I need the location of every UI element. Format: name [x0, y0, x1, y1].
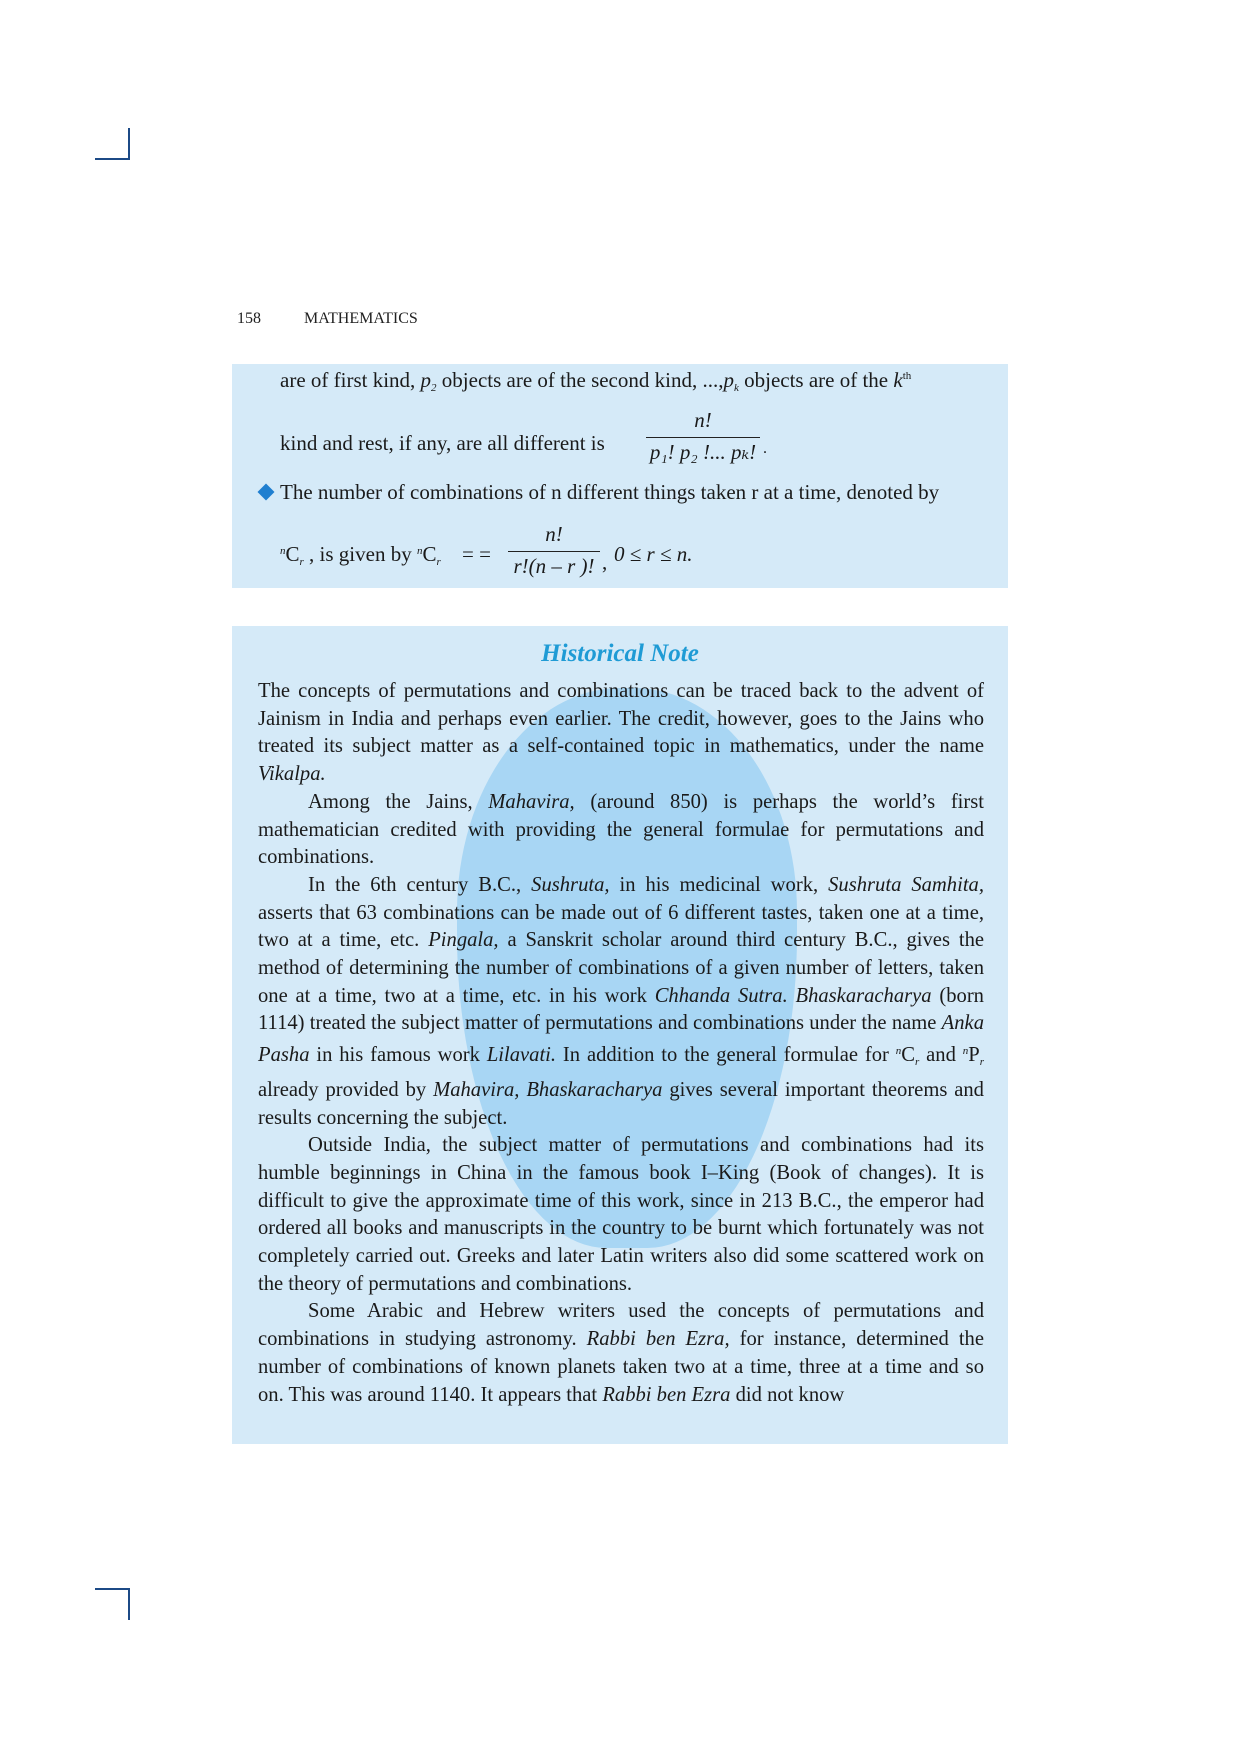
- combination-equals: = =: [462, 542, 491, 566]
- page-number: 158: [237, 310, 261, 327]
- running-header-subject: MATHEMATICS: [304, 310, 418, 327]
- bullet-text: The number of combinations of n different things taken r at a time, denoted by: [280, 480, 940, 504]
- combination-numerator: n!: [508, 522, 600, 552]
- multinomial-fraction: [646, 408, 760, 465]
- formula-box: [232, 364, 1008, 588]
- note-paragraph-2: Among the Jains, Mahavira, (around 850) is perhaps the world’s first mathematician credited with providing the general formulae for permutations and combinations.: [258, 790, 984, 869]
- bullet-diamond-icon: [258, 484, 275, 501]
- combination-comma: ,: [602, 550, 608, 574]
- note-paragraph-4: Outside India, the subject matter of permutations and combinations had its humble beginnings in China in the famous book I–King (Book of changes). It is difficult to give the approximate time of this work, since in 213 B.C., the emperor had ordered all books and manuscripts in the country to be burnt which fortunately was not completely carried out. Greeks and later Latin writers also did some scattered work on the theory of permutations and combinations.: [258, 1134, 984, 1295]
- note-paragraph-3: In the 6th century B.C., Sushruta, in his medicinal work, Sushruta Samhita, asserts that 63 combinations can be made out of 6 different tastes, taken one at a time, two at a time, etc. Pingala, a Sanskrit scholar around third century B.C., gives the method of determining the number of combinations of a given number of letters, taken one at a time, two at a time, etc. in his work Chhanda Sutra. Bhaskaracharya (born 1114) treated the subject matter of permutations and combinations under the name Anka Pasha in his famous work Lilavati. In addition to the general formulae for $^nC_r$ and $^nP_r$ already provided by Mahavira, Bhaskaracharya gives several important theorems and results concerning the subject.: [258, 873, 985, 1129]
- note-paragraph-5: Some Arabic and Hebrew writers used the concepts of permutations and combinations in studying astronomy. Rabbi ben Ezra, for instance, determined the number of combinations of known planets taken two at a time, three at a time and so on. This was around 1140. It appears that Rabbi ben Ezra did not know: [258, 1300, 984, 1406]
- historical-note-body: [258, 678, 984, 1409]
- crop-mark-bottom-vertical: [128, 1588, 130, 1620]
- historical-note-title: Historical Note: [541, 640, 699, 667]
- formula-line-2: kind and rest, if any, are all different is: [280, 431, 605, 455]
- fraction-numerator: n!: [646, 408, 760, 438]
- note-paragraph-1: The concepts of permutations and combinations can be traced back to the advent of Jainism in India and perhaps even earlier. The credit, however, goes to the Jains who treated its subject matter as a self-contained topic in mathematics, under the name Vikalpa.: [258, 680, 984, 786]
- fraction-denominator: p₁! p₂ !... pₖ!: [649, 440, 757, 464]
- combination-fraction: [508, 522, 600, 579]
- fraction-end-period: .: [763, 440, 767, 457]
- crop-mark-top-horizontal: [95, 158, 130, 160]
- combination-range: 0 ≤ r ≤ n.: [614, 542, 693, 566]
- combination-denominator: r!(n – r )!: [513, 554, 595, 578]
- crop-mark-bottom-horizontal: [95, 1588, 130, 1590]
- formula-line-1: are of first kind, $p_2$ objects are of the second kind, $...,p_k$ objects are of the $k^{th}$: [280, 368, 912, 394]
- combination-formula-lead: $^nC_r$ , is given by $^nC_r$: [280, 542, 441, 568]
- crop-mark-top-vertical: [128, 128, 130, 160]
- historical-note-box: [232, 626, 1008, 1444]
